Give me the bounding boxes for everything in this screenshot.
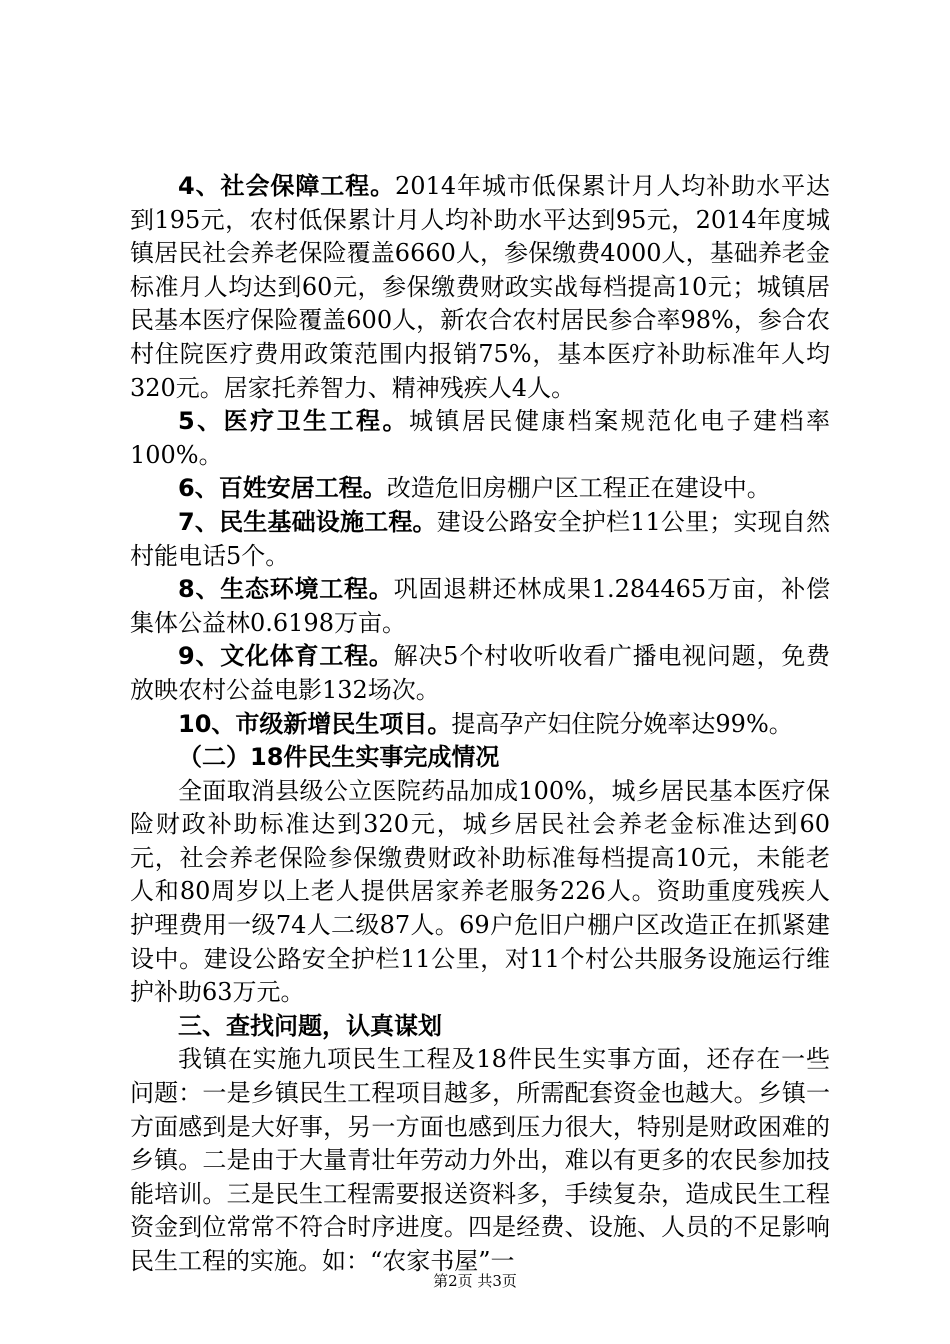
- paragraph-text: 巩固退耕还林成果1.284465万亩，补偿集体公益林0.6198万亩。: [130, 575, 831, 637]
- paragraph-city-projects: [130, 708, 830, 742]
- paragraph-livelihood-affairs: 全面取消县级公立医院药品加成100%，城乡居民基本医疗保险财政补助标准达到320元，城乡居民社会养老金标准达到60元，社会养老保险参保缴费财政补助标准每档提高10元，未能老人和80周岁以上老人提供居家养老服务226人。资助重度残疾人护理费用一级74人二级87人。69户危旧户棚户区改造正在抓紧建设中。建设公路安全护栏11公里，对11个村公共服务设施运行维护补助63万元。: [130, 776, 830, 1007]
- paragraph-lead: 6、百姓安居工程。: [178, 474, 387, 503]
- paragraph-infrastructure: [130, 506, 830, 573]
- section-heading-3: 三、查找问题，认真谋划: [178, 1011, 442, 1040]
- paragraph-medical: [130, 405, 830, 472]
- paragraph-text: 建设公路安全护栏11公里；实现自然村能电话5个。: [130, 507, 830, 570]
- page-footer: 第2页 共3页: [433, 1272, 517, 1290]
- section-heading-2: （二）18件民生实事完成情况: [178, 743, 500, 772]
- paragraph-text: 2014年城市低保累计月人均补助水平达到195元，农村低保累计月人均补助水平达到95元，2014年度城镇居民社会养老保险覆盖6660人，参保缴费4000人，基础养老金标准月人均达到60元，参保缴费财政实战每档提高10元；城镇居民基本医疗保险覆盖600人，新农合农村居民参合率98%，参合农村住院医疗费用政策范围内报销75%，基本医疗补助标准年人均320元。居家托养智力、精神残疾人4人。: [130, 172, 830, 402]
- paragraph-culture: [130, 640, 830, 707]
- paragraph-lead: 4、社会保障工程。: [178, 172, 396, 200]
- paragraph-lead: 8、生态环境工程。: [178, 575, 394, 604]
- paragraph-lead: 7、民生基础设施工程。: [178, 507, 437, 536]
- paragraph-lead: 10、市级新增民生项目。: [178, 709, 452, 738]
- paragraph-housing: [130, 472, 830, 506]
- paragraph-text: 提高孕产妇住院分娩率达99%。: [451, 709, 793, 738]
- paragraph-problems: 我镇在实施九项民生工程及18件民生实事方面，还存在一些问题：一是乡镇民生工程项目越多，所需配套资金也越大。乡镇一方面感到是大好事，另一方面也感到压力很大，特别是财政困难的乡镇。二是由于大量青壮年劳动力外出，难以有更多的农民参加技能培训。三是民生工程需要报送资料多，手续复杂，造成民生工程资金到位常常不符合时序进度。四是经费、设施、人员的不足影响民生工程的实施。如：“农家书屋”一: [130, 1045, 830, 1275]
- paragraph-social-security: [130, 170, 830, 405]
- paragraph-lead: 9、文化体育工程。: [178, 642, 394, 671]
- paragraph-lead: 5、医疗卫生工程。: [178, 407, 409, 436]
- paragraph-ecology: [130, 573, 830, 640]
- paragraph-text: 城镇居民健康档案规范化电子建档率100%。: [130, 407, 830, 469]
- paragraph-text: 解决5个村收听收看广播电视问题，免费放映农村公益电影132场次。: [130, 642, 830, 704]
- document-body: [130, 170, 830, 1279]
- paragraph-text: 改造危旧房棚户区工程正在建设中。: [386, 474, 771, 503]
